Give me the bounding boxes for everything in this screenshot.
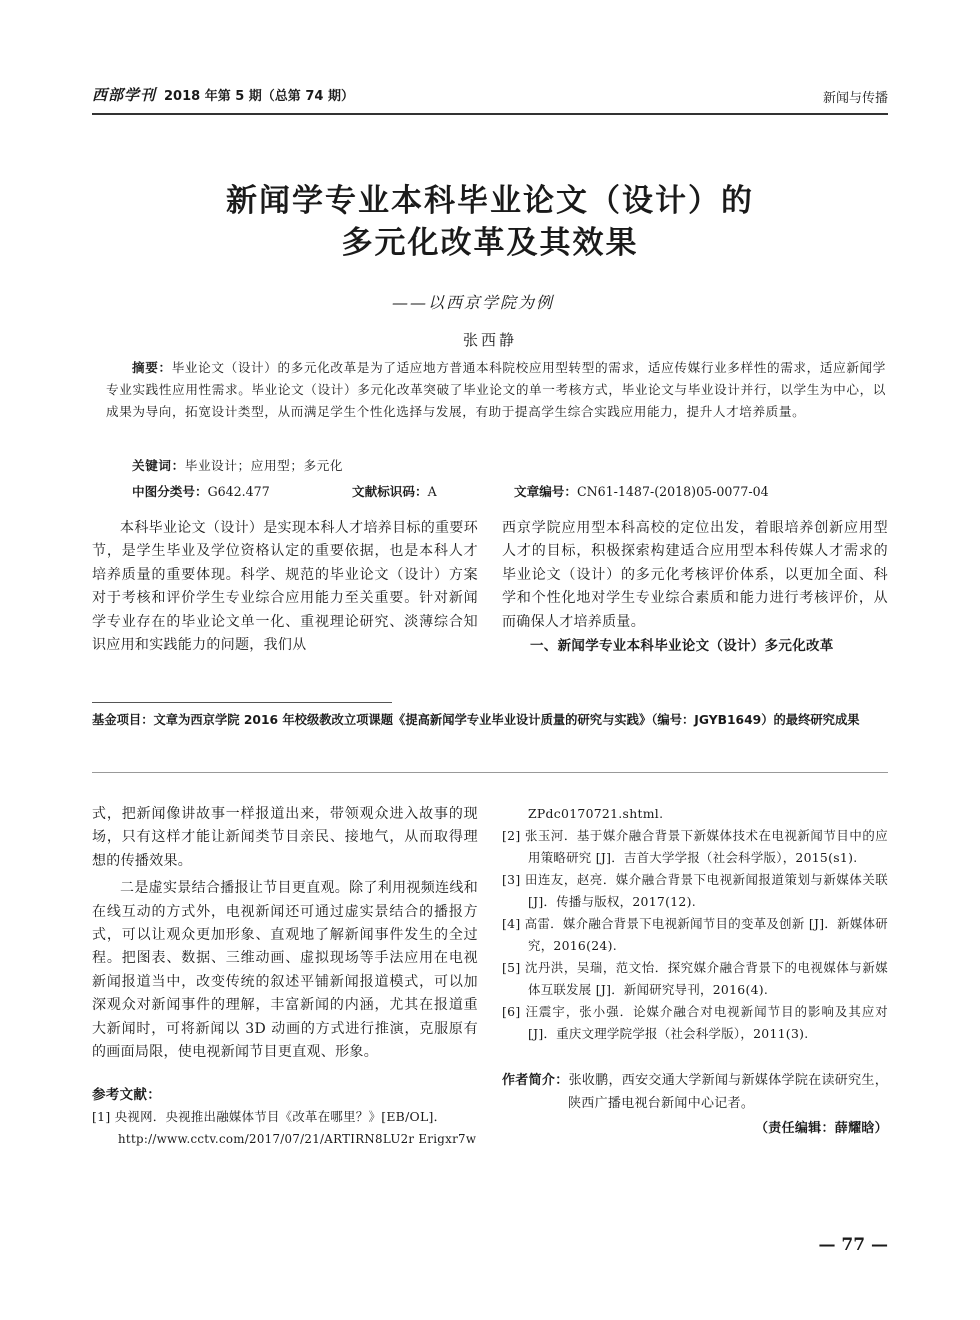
intro-paragraph-left: 本科毕业论文（设计）是实现本科人才培养目标的重要环节，是学生毕业及学位资格认定的重要依据，也是本科人才培养质量的重要体现。科学、规范的毕业论文（设计）方案对于考核和评价学生专业综合应用能力至关重要。针对新闻学专业存在的毕业论文单一化、重视理论研究、淡薄综合知识应用和实践能力的问题，我们从 (92, 520, 478, 654)
references-right (502, 803, 888, 1045)
document-code (352, 481, 437, 500)
author-bio-label: 作者简介： (502, 1073, 569, 1088)
keywords-text: 毕业设计；应用型；多元化 (184, 458, 344, 473)
body-right-column-bottom (502, 803, 888, 1140)
references-left (92, 1084, 478, 1150)
author-bio-text: 张收鹏，西安交通大学新闻与新媒体学院在读研究生，陕西广播电视台新闻中心记者。 (568, 1073, 888, 1111)
reference-2: [2] 张玉河．基于媒介融合背景下新媒体技术在电视新闻节目中的应用策略研究 [J]．吉首大学学报（社会科学版），2015(s1). (502, 828, 888, 865)
paper-subtitle: ——以西京学院为例 (392, 293, 555, 312)
keywords-label: 关键词： (132, 458, 185, 473)
references-title: 参考文献： (92, 1087, 161, 1104)
responsible-editor: （责任编辑：薛耀晗） (754, 1121, 888, 1136)
article-number-label: 文章编号： (514, 484, 577, 499)
reference-1: [1] 央视网．央视推出融媒体节目《改革在哪里？》[EB/OL]． (92, 1109, 447, 1125)
doc-code-value: A (427, 484, 437, 499)
section-name: 新闻与传播 (822, 91, 888, 106)
page-break-rule (92, 772, 888, 773)
footnote-rule (92, 702, 392, 703)
page-number: — 77 — (818, 1235, 888, 1255)
keywords (132, 455, 343, 474)
author-bio (502, 1069, 888, 1115)
paragraph-virtual-scene: 二是虚实景结合播报让节目更直观。除了利用视频连线和在线互动的方式外，电视新闻还可通过虚实景结合的播报方式，可以让观众更加形象、直观地了解新闻事件发生的全过程。把图表、数据、三维动画、虚拟现场等手法应用在电视新闻报道当中，改变传统的叙述平铺新闻报道模式，可以加深观众对新闻事件的理解，丰富新闻的内涵，尤其在报道重大新闻时，可将新闻以 3D 动画的方式进行推演，克服原有的画面局限，使电视新闻节目更直观、形象。 (92, 880, 478, 1061)
abstract (106, 357, 886, 423)
paragraph-continuation: 式，把新闻像讲故事一样报道出来，带领观众进入故事的现场，只有这样才能让新闻类节目亲民、接地气，从而取得理想的传播效果。 (92, 806, 478, 869)
clc-label: 中图分类号： (132, 484, 208, 499)
reference-1-url: http://www.cctv.com/2017/07/21/ARTIRN8LU2r Erigxr7w (118, 1132, 477, 1147)
intro-paragraph-right: 西京学院应用型本科高校的定位出发，着眼培养创新应用型人才的目标，积极探索构建适合应用型本科传媒人才需求的毕业论文（设计）的多元化考核评价体系，以更加全面、科学和个性化地对学生专业综合素质和能力进行考核评价，从而确保人才培养质量。 (502, 520, 888, 630)
reference-6: [6] 汪震宇，张小强．论媒介融合对电视新闻节目的影响及其应对 [J]．重庆文理学院学报（社会科学版），2011(3). (502, 1004, 888, 1041)
abstract-label: 摘要： (132, 360, 172, 375)
header-rule (92, 113, 888, 115)
article-number-value: CN61-1487-(2018)05-0077-04 (576, 484, 769, 499)
paper-title-line1: 新闻学专业本科毕业论文（设计）的 (226, 183, 754, 219)
article-number (514, 481, 769, 500)
paper-title-line2: 多元化改革及其效果 (341, 225, 639, 261)
reference-1-continued: ZPdc0170721.shtml. (528, 806, 664, 821)
issue-info: 2018 年第 5 期（总第 74 期） (164, 89, 354, 104)
body-left-column-bottom (92, 803, 478, 1150)
body-left-column-top (92, 517, 478, 657)
journal-masthead: 西部学刊 (92, 86, 157, 104)
doc-code-label: 文献标识码： (352, 484, 428, 499)
reference-5: [5] 沈丹洪，吴瑞，范文怡．探究媒介融合背景下的电视媒体与新媒体互联发展 [J]．新闻研究导刊，2016(4). (502, 960, 888, 997)
clc-value: G642.477 (207, 484, 270, 499)
reference-3: [3] 田连友，赵亮．媒介融合背景下电视新闻报道策划与新媒体关联 [J]．传播与版权，2017(12). (502, 872, 888, 909)
funding-footnote: 基金项目：文章为西京学院 2016 年校级教改立项课题《提高新闻学专业毕业设计质量的研究与实践》（编号：JGYB1649）的最终研究成果 (92, 713, 860, 727)
clc-number (132, 481, 270, 500)
author-name: 张西静 (462, 331, 517, 349)
reference-4: [4] 高雷．媒介融合背景下电视新闻节目的变革及创新 [J]．新媒体研究，2016(24). (502, 916, 888, 953)
running-header (92, 84, 888, 112)
body-right-column-top (502, 517, 888, 658)
section-heading-1: 一、新闻学专业本科毕业论文（设计）多元化改革 (530, 638, 834, 655)
abstract-text: 毕业论文（设计）的多元化改革是为了适应地方普通本科院校应用型转型的需求，适应传媒行业多样性的需求，适应新闻学专业实践性应用性需求。毕业论文（设计）多元化改革突破了毕业论文的单一考核方式，毕业论文与毕业设计并行，以学生为中心，以成果为导向，拓宽设计类型，从而满足学生个性化选择与发展，有助于提高学生综合实践应用能力，提升人才培养质量。 (106, 360, 886, 419)
